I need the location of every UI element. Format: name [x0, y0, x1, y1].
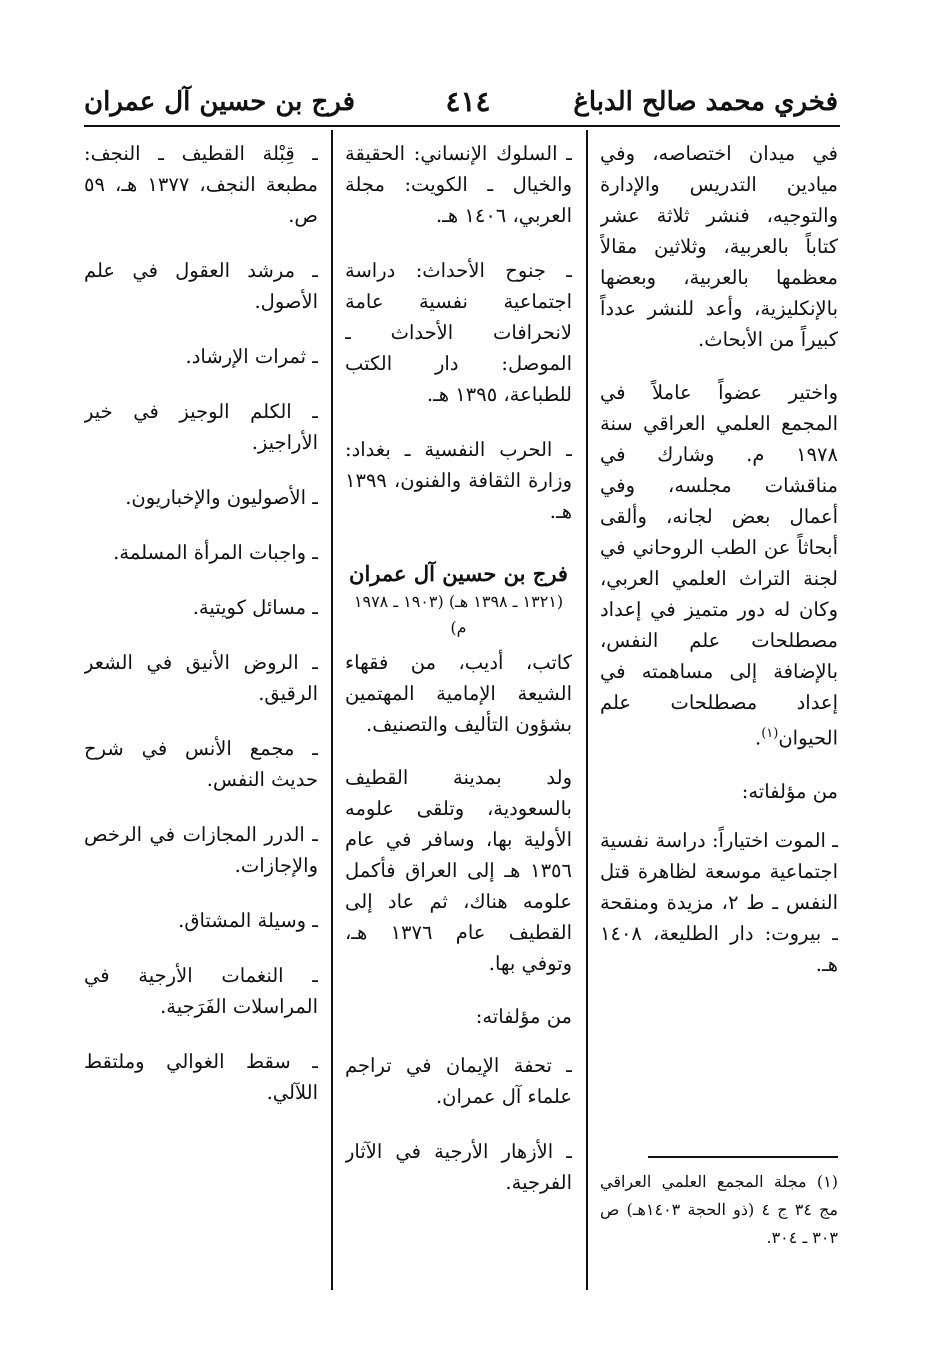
work-item: ـ جنوح الأحداث: دراسة اجتماعية نفسية عامة لانحرافات الأحداث ـ الموصل: دار الكتب للطباعة، ١٣٩٥ هـ. [345, 259, 572, 406]
work-item: ـ الحرب النفسية ـ بغداد: وزارة الثقافة والفنون، ١٣٩٩ هـ. [345, 438, 572, 523]
work-item: ـ الروض الأنيق في الشعر الرقيق. [84, 651, 318, 705]
work-item: ـ وسيلة المشتاق. [178, 909, 318, 932]
footnote-marker: (١) [761, 726, 779, 741]
bio-paragraph-2: واختير عضواً عاملاً في المجمع العلمي العراقي سنة ١٩٧٨ م. وشارك في مناقشات مجلسه، وفي أعمال بعض لجانه، وألقى أبحاثاً عن الطب الروحاني في لجنة التراث العلمي العربي، وكان له دور متميز في إعداد مصطلحات علم النفس، بالإضافة إلى مساهمته في إعداد مصطلحات علم الحيوان$^{(١)}$. [600, 381, 838, 750]
work-item: ـ الأصوليون والإخباريون. [125, 486, 318, 509]
work-item: ـ الدرر المجازات في الرخص والإجازات. [84, 823, 318, 877]
column-divider-left [331, 130, 333, 1290]
entry-dates: (١٣٢١ ـ ١٣٩٨ هـ) (١٩٠٣ ـ ١٩٧٨ م) [353, 592, 564, 637]
work-item: ـ الكلم الوجيز في خير الأراجيز. [84, 400, 318, 454]
work-item: ـ مسائل كويتية. [192, 596, 318, 619]
footnote: (١) مجلة المجمع العلمي العراقي مج ٣٤ ج ٤ (ذو الحجة ١٤٠٣هـ) ص ٣٠٣ ـ ٣٠٤. [600, 1172, 838, 1247]
running-header-right: فخري محمد صالح الدباغ [573, 87, 838, 117]
works-heading: من مؤلفاته: [741, 779, 838, 803]
bio-paragraph-2: ولد بمدينة القطيف بالسعودية، وتلقى علومه الأولية بها، وسافر في عام ١٣٥٦ هـ إلى العراق فأكمل علومه هناك، ثم عاد إلى القطيف عام ١٣٧٦ هـ، وتوفي بها. [345, 766, 572, 975]
work-item: ـ تحفة الإيمان في تراجم علماء آل عمران. [345, 1054, 572, 1108]
work-item: ـ الموت اختياراً: دراسة نفسية اجتماعية موسعة لظاهرة قتل النفس ـ ط ٢، مزيدة ومنقحة ـ بيروت: دار الطليعة، ١٤٠٨ هـ. [600, 828, 838, 976]
running-header-left: فرج بن حسين آل عمران [84, 87, 356, 117]
bio-paragraph-2-text: واختير عضواً عاملاً في المجمع العلمي العراقي سنة ١٩٧٨ م. وشارك في مناقشات مجلسه، وفي أعمال بعض لجانه، وألقى أبحاثاً عن الطب الروحاني في لجنة التراث العلمي العربي، وكان له دور متميز في إعداد مصطلحات علم النفس، بالإضافة إلى مساهمته في إعداد مصطلحات علم الحيوان [600, 381, 838, 750]
middle-column [345, 138, 572, 1288]
header-rule [84, 125, 840, 127]
right-column [600, 138, 838, 1038]
work-item: ـ النغمات الأرجية في المراسلات الفَرَجية. [84, 964, 318, 1018]
footnote-rule [648, 1156, 838, 1158]
work-item: ـ سقط الغوالي وملتقط اللآلي. [84, 1050, 318, 1104]
page-number: ٤١٤ [445, 85, 491, 118]
column-divider-right [586, 130, 588, 1290]
work-item: ـ الأزهار الأرجية في الآثار الفرجية. [345, 1140, 572, 1194]
work-item: ـ قِبْلة القطيف ـ النجف: مطبعة النجف، ١٣٧٧ هـ، ٥٩ ص. [84, 142, 318, 227]
bio-paragraph-1: كاتب، أديب، من فقهاء الشيعة الإمامية المهتمين بشؤون التأليف والتصنيف. [345, 651, 572, 736]
left-column [84, 138, 318, 1288]
work-item: ـ السلوك الإنساني: الحقيقة والخيال ـ الكويت: مجلة العربي، ١٤٠٦ هـ. [345, 142, 572, 227]
work-item: ـ مجمع الأنس في شرح حديث النفس. [84, 737, 318, 791]
work-item: ـ واجبات المرأة المسلمة. [113, 541, 318, 564]
entry-title: فرج بن حسين آل عمران [349, 561, 568, 586]
work-item: ـ مرشد العقول في علم الأصول. [84, 259, 318, 313]
work-item: ـ ثمرات الإرشاد. [185, 345, 318, 368]
bio-paragraph-1: في ميدان اختصاصه، وفي ميادين التدريس والإدارة والتوجيه، فنشر ثلاثة عشر كتاباً بالعربية، وثلاثين مقالاً معظمها بالعربية، وبعضها بالإنكليزية، وأعد للنشر عدداً كبيراً من الأبحاث. [600, 142, 838, 351]
works-heading: من مؤلفاته: [475, 1005, 572, 1028]
